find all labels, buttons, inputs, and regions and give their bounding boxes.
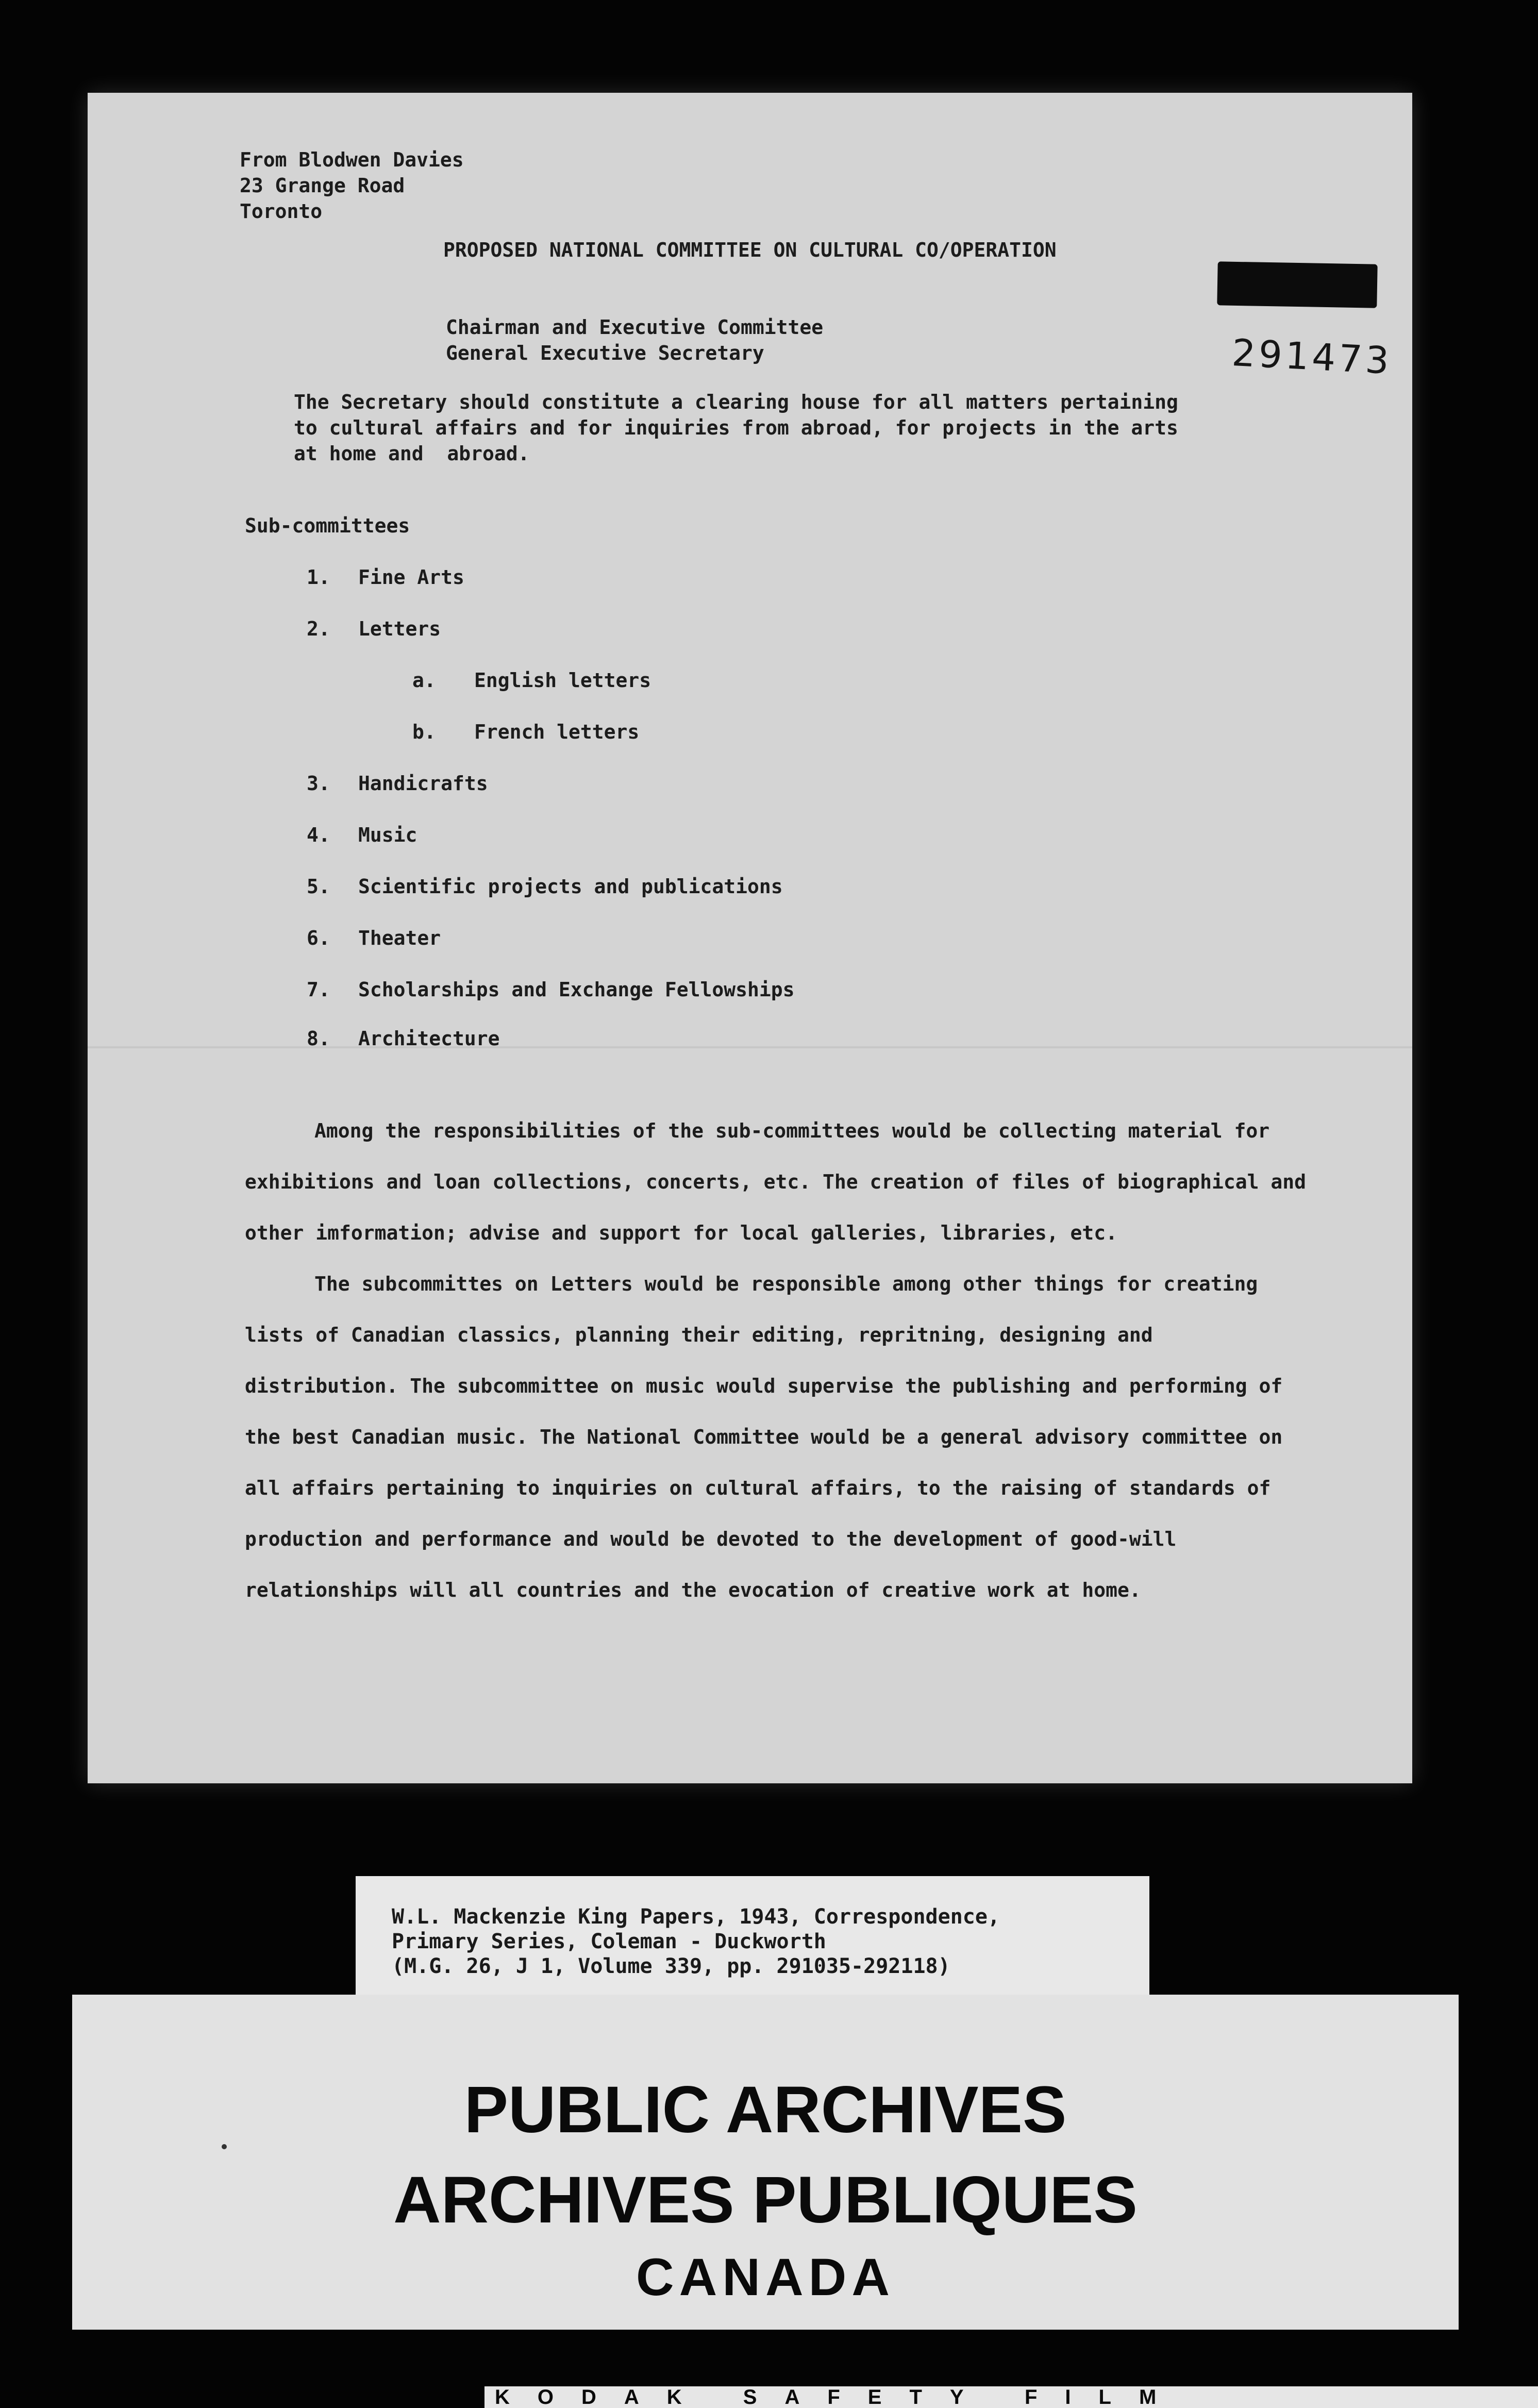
- banner-line-country: CANADA: [636, 2248, 895, 2306]
- subcommittee-number: 7.: [307, 978, 330, 1001]
- subcommittee-label: English letters: [474, 669, 651, 692]
- citation-line-2: Primary Series, Coleman - Duckworth: [392, 1930, 826, 1953]
- archives-banner: [72, 1995, 1459, 2330]
- document-title: PROPOSED NATIONAL COMMITTEE ON CULTURAL CO/OPERATION: [443, 239, 1057, 261]
- banner-line-french: ARCHIVES PUBLIQUES: [393, 2163, 1138, 2237]
- subcommittee-number: 8.: [307, 1027, 330, 1050]
- subcommittee-number: b.: [412, 721, 436, 743]
- subcommittee-label: Handicrafts: [358, 772, 488, 795]
- subcommittee-number: 3.: [307, 772, 330, 795]
- intro-line-1: The Secretary should constitute a clearing house for all matters pertaining: [294, 391, 1178, 413]
- archive-citation-card: [356, 1876, 1149, 2000]
- subcommittee-number: 5.: [307, 875, 330, 898]
- secretary-line: General Executive Secretary: [446, 342, 764, 364]
- subcommittee-label: French letters: [474, 721, 640, 743]
- subcommittee-number: 2.: [307, 617, 330, 640]
- subcommittee-label: Scientific projects and publications: [358, 875, 783, 898]
- citation-line-3: (M.G. 26, J 1, Volume 339, pp. 291035-292118): [392, 1954, 950, 1978]
- subcommittee-label: Architecture: [358, 1027, 500, 1050]
- intro-line-3: at home and abroad.: [294, 442, 530, 465]
- chairman-line: Chairman and Executive Committee: [446, 316, 824, 339]
- paragraph-responsibilities: Among the responsibilities of the sub-committees would be collecting material for exhibitions and loan collections, concerts, etc. The creation of files of biographical and other imformation; advise and support for local galleries, libraries, etc.: [245, 1119, 1307, 1244]
- subcommittee-number: 4.: [307, 824, 330, 846]
- citation-line-1: W.L. Mackenzie King Papers, 1943, Correspondence,: [392, 1905, 1000, 1929]
- subcommittee-number: 1.: [307, 566, 330, 589]
- subcommittee-number: 6.: [307, 927, 330, 949]
- document-number: 291473: [1231, 330, 1393, 383]
- paragraph-letters-music: The subcommittes on Letters would be responsible among other things for creating lists of Canadian classics, planning their editing, repritning, designing and distribution. The subcommittee on music would supervise the publishing and performing of the best Canadian music. The National Committee would be a general advisory committee on all affairs pertaining to inquiries on cultural affairs, to the raising of standards of production and performance and would be devoted to the development of good-will relationships will all countries and the evocation of creative work at home.: [245, 1273, 1283, 1601]
- subcommittees-heading: Sub-committees: [245, 514, 410, 537]
- subcommittee-label: Music: [358, 824, 417, 846]
- body-paragraphs: [245, 1106, 1312, 1616]
- subcommittee-number: a.: [412, 669, 436, 692]
- sender-name: From Blodwen Davies: [240, 148, 464, 171]
- banner-line-english: PUBLIC ARCHIVES: [464, 2073, 1067, 2147]
- subcommittee-label: Scholarships and Exchange Fellowships: [358, 978, 795, 1001]
- redaction-mark: [1217, 261, 1377, 308]
- sender-city: Toronto: [240, 200, 323, 223]
- film-edge-marking: KODAK SAFETY FILM: [484, 2386, 1538, 2408]
- intro-line-2: to cultural affairs and for inquiries from abroad, for projects in the arts: [294, 416, 1178, 439]
- subcommittee-label: Letters: [358, 617, 441, 640]
- sender-address: 23 Grange Road: [240, 174, 405, 197]
- subcommittee-label: Theater: [358, 927, 441, 949]
- subcommittee-label: Fine Arts: [358, 566, 464, 589]
